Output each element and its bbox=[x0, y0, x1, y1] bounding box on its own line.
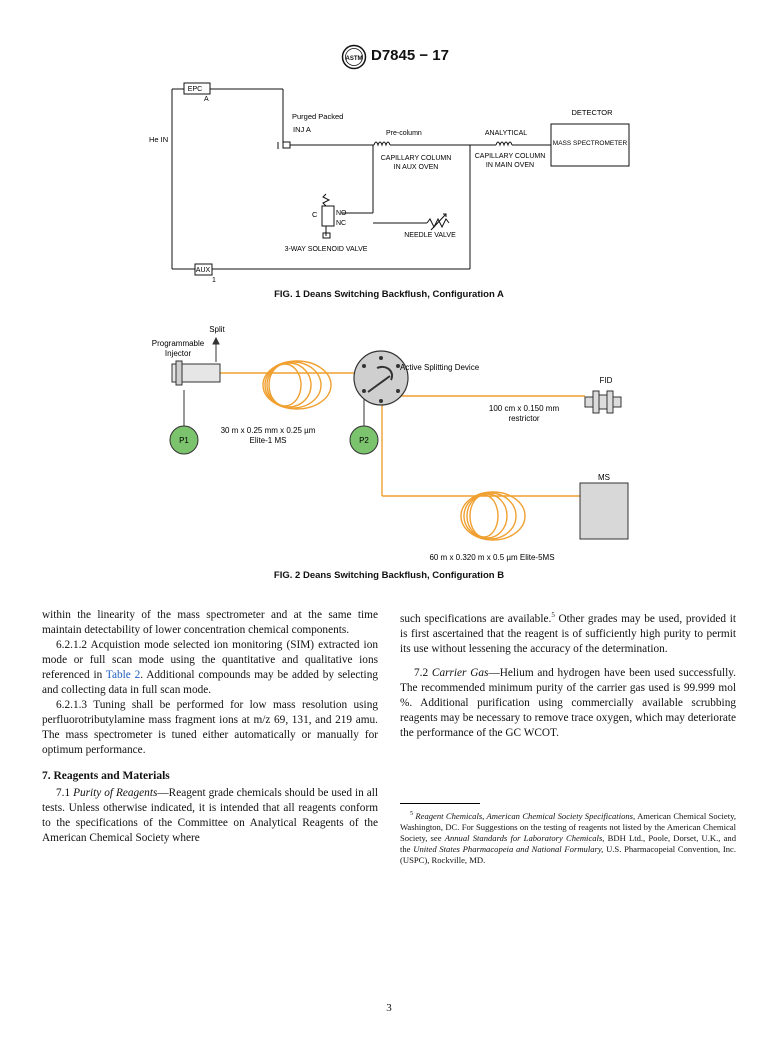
aux-sub-label: 1 bbox=[212, 277, 216, 284]
footnote-5: $^5$ Reagent Chemicals, American Chemical Society Specifications, American Chemical Society, Washington, DC. For Suggestions on the testing of reagents not listed by the American Chemical Society, see Annual Standards for Laboratory Chemicals, BDH Ltd., Poole, Dorset, U.K., and the United States Pharmacopeia and National Formulary, U.S. Pharmacopeial Convention, Inc. (USPC), Rockville, MD. bbox=[400, 810, 737, 865]
figure-2-caption: FIG. 2 Deans Switching Backflush, Configuration B bbox=[273, 570, 505, 581]
analytical-label: ANALYTICAL bbox=[484, 130, 528, 137]
capillary-main-label-1: CAPILLARY COLUMN bbox=[474, 153, 546, 160]
needle-valve-label: NEEDLE VALVE bbox=[404, 232, 456, 239]
inj-a-label: INJ A bbox=[293, 125, 311, 134]
paragraph-6-2-1-2: 6.2.1.2 Acquistion mode selected ion monitoring (SIM) extracted ion mode or full scan mode using the quantitative and qualitative ions referenced in Table 2. Additional compounds may be added by selecting and collecting data in full scan mode. bbox=[42, 639, 378, 696]
ms-box bbox=[580, 483, 628, 539]
svg-text:ASTM: ASTM bbox=[345, 56, 363, 62]
solenoid-label: 3-WAY SOLENOID VALVE bbox=[284, 246, 368, 253]
p1-label: P1 bbox=[179, 436, 189, 445]
detector-label: DETECTOR bbox=[571, 108, 613, 117]
section-7-title: 7. Reagents and Materials bbox=[42, 770, 170, 782]
valve-no-label: NO bbox=[336, 210, 347, 217]
capillary-aux-label-1: CAPILLARY COLUMN bbox=[380, 155, 452, 162]
capillary-main-label-2: IN MAIN OVEN bbox=[485, 162, 535, 169]
split-label: Split bbox=[209, 325, 225, 334]
epc-label: EPC bbox=[187, 86, 203, 93]
column2-label: 60 m x 0.320 m x 0.5 µm Elite-5MS bbox=[429, 553, 555, 562]
astm-logo bbox=[341, 44, 367, 70]
valve-c-label: C bbox=[312, 210, 318, 219]
figure-2-diagram bbox=[140, 318, 640, 568]
p2-label: P2 bbox=[359, 436, 369, 445]
active-splitting-label: Active Splitting Device bbox=[400, 363, 480, 372]
valve-nc-label: NC bbox=[336, 220, 347, 227]
injector-label: Injector bbox=[164, 349, 192, 358]
paragraph-7-1: 7.1 Purity of Reagents—Reagent grade chemicals should be used in all tests. Unless otherwise indicated, it is intended that all reagents conform to the specifications of the Committee on Analytical Reagents of the American Chemical Society where bbox=[42, 787, 378, 844]
right-column bbox=[400, 608, 736, 741]
page-header bbox=[0, 40, 778, 74]
capillary-aux-label-2: IN AUX OVEN bbox=[393, 164, 439, 171]
figure-1-diagram bbox=[140, 78, 650, 288]
page-number: 3 bbox=[386, 1002, 392, 1014]
paragraph-7-2: 7.2 Carrier Gas—Helium and hydrogen have been used successfully. The recommended minimum purity of the carrier gas used is 99.999 mol %. Additional purification using commercially available scrubbing reagents may be necessary to remove trace oxygen, which may deteriorate the performance of the GC WCOT. bbox=[400, 666, 736, 739]
aux-label: AUX bbox=[195, 267, 211, 274]
paragraph-linearity: within the linearity of the mass spectrometer and at the same time maintain detectability of lower concentration chemical components. bbox=[42, 609, 378, 636]
left-column bbox=[42, 608, 378, 846]
fid-label: FID bbox=[599, 376, 613, 385]
paragraph-6-2-1-3: 6.2.1.3 Tuning shall be performed for low mass resolution using perfluorotributylamine mass fragment ions at m/z 69, 131, and 219 amu. The mass spectrometer is tuned either automatically or manually for optimum performance. bbox=[42, 699, 378, 756]
programmable-label: Programmable bbox=[151, 339, 205, 348]
purged-packed-label: Purged Packed bbox=[292, 112, 344, 121]
he-in-label: He IN bbox=[149, 135, 169, 144]
table-2-link[interactable]: Table 2 bbox=[105, 669, 141, 681]
ms-label: MS bbox=[598, 473, 610, 482]
pre-column-label: Pre-column bbox=[386, 130, 422, 137]
restrictor-label-1: 100 cm x 0.150 mm bbox=[488, 404, 560, 413]
paragraph-7-1-continued: such specifications are available.$^5$ Other grades may be used, provided it is first ascertained that the reagent is of sufficiently high purity to permit its use without lessening the accuracy of the determination. bbox=[400, 611, 736, 655]
restrictor-label-2: restrictor bbox=[508, 414, 540, 423]
document-id: D7845 − 17 bbox=[371, 47, 449, 64]
footnote-rule bbox=[400, 803, 480, 804]
mass-spec-box-label: MASS SPECTROMETER bbox=[552, 140, 628, 147]
epc-sub-label: A bbox=[204, 96, 209, 103]
figure-1-caption: FIG. 1 Deans Switching Backflush, Configuration A bbox=[274, 289, 504, 300]
fid-detector bbox=[585, 391, 621, 413]
column1-label-1: 30 m x 0.25 mm x 0.25 µm bbox=[220, 426, 316, 435]
column1-label-2: Elite-1 MS bbox=[249, 436, 287, 445]
